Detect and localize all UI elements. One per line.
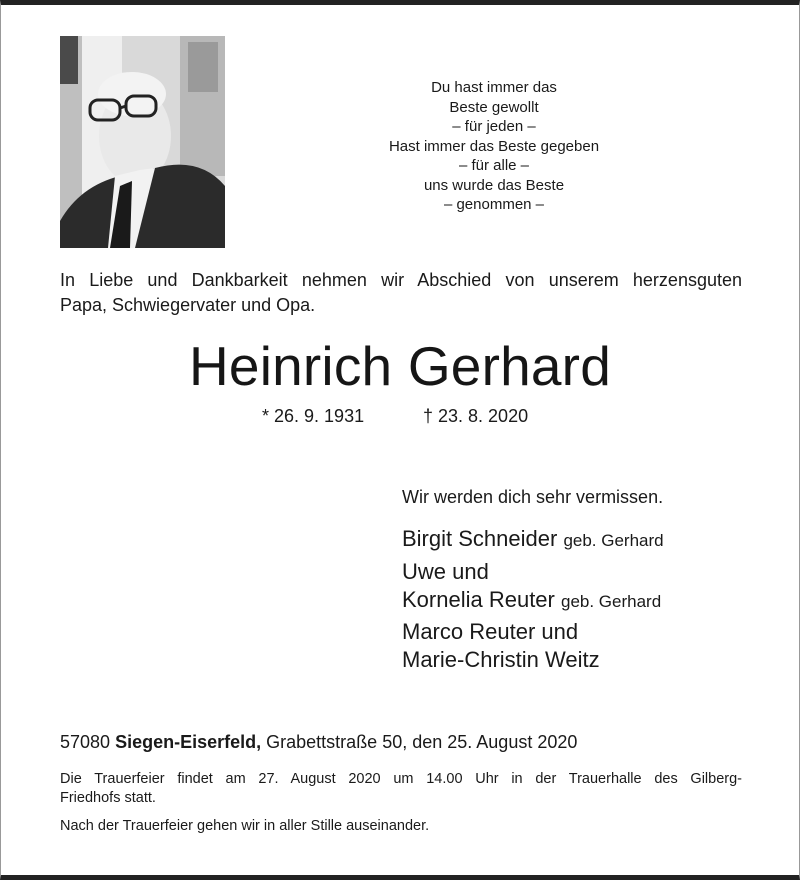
intro-text: [60, 268, 742, 318]
poem-line: – für alle –: [458, 157, 530, 174]
mourner-maiden-name: geb. Gerhard: [563, 531, 664, 550]
service-line-2: Friedhofs statt.: [60, 790, 156, 806]
birth-date: * 26. 9. 1931: [262, 406, 365, 426]
poem: [360, 78, 628, 215]
service-line-1: Die Trauerfeier findet am 27. August 2020 um 14.00 Uhr in der Trauerhalle des Gilberg-: [60, 771, 742, 787]
address-city: Siegen-Eiserfeld,: [115, 732, 262, 752]
intro-line-2: Papa, Schwiegervater und Opa.: [60, 295, 316, 315]
poem-line: Beste gewollt: [449, 98, 539, 116]
poem-line: – für jeden –: [452, 118, 536, 135]
address-line: [60, 730, 577, 754]
mourner-2-line-1: Uwe und: [402, 559, 489, 584]
poem-line: – genommen –: [443, 196, 545, 213]
address-zip: 57080: [60, 732, 111, 752]
intro-line-1: In Liebe und Dankbarkeit nehmen wir Abschied von unserem herzensguten: [60, 270, 742, 290]
address-rest: Grabettstraße 50, den 25. August 2020: [266, 732, 578, 752]
mourner-name: Kornelia Reuter: [402, 587, 555, 612]
death-date: † 23. 8. 2020: [423, 406, 529, 426]
deceased-name: Heinrich Gerhard: [189, 335, 611, 397]
portrait-image: [60, 36, 225, 248]
poem-line: Hast immer das Beste gegeben: [388, 137, 600, 155]
poem-line: uns wurde das Beste: [423, 176, 565, 194]
mourner-2: [402, 585, 661, 616]
mourner-name: Birgit Schneider: [402, 526, 558, 551]
closing-note: Nach der Trauerfeier gehen wir in aller Stille auseinander.: [60, 818, 430, 834]
mourner-3-line-2: Marie-Christin Weitz: [402, 647, 600, 672]
mourner-3-line-1: Marco Reuter und: [402, 619, 579, 644]
mourner-1: [402, 524, 664, 555]
mourner-maiden-name: geb. Gerhard: [561, 592, 662, 611]
mourners-heading: Wir werden dich sehr vermissen.: [402, 487, 664, 507]
poem-line: Du hast immer das: [431, 79, 557, 96]
portrait-photo: [60, 36, 225, 248]
service-info: [60, 770, 742, 808]
